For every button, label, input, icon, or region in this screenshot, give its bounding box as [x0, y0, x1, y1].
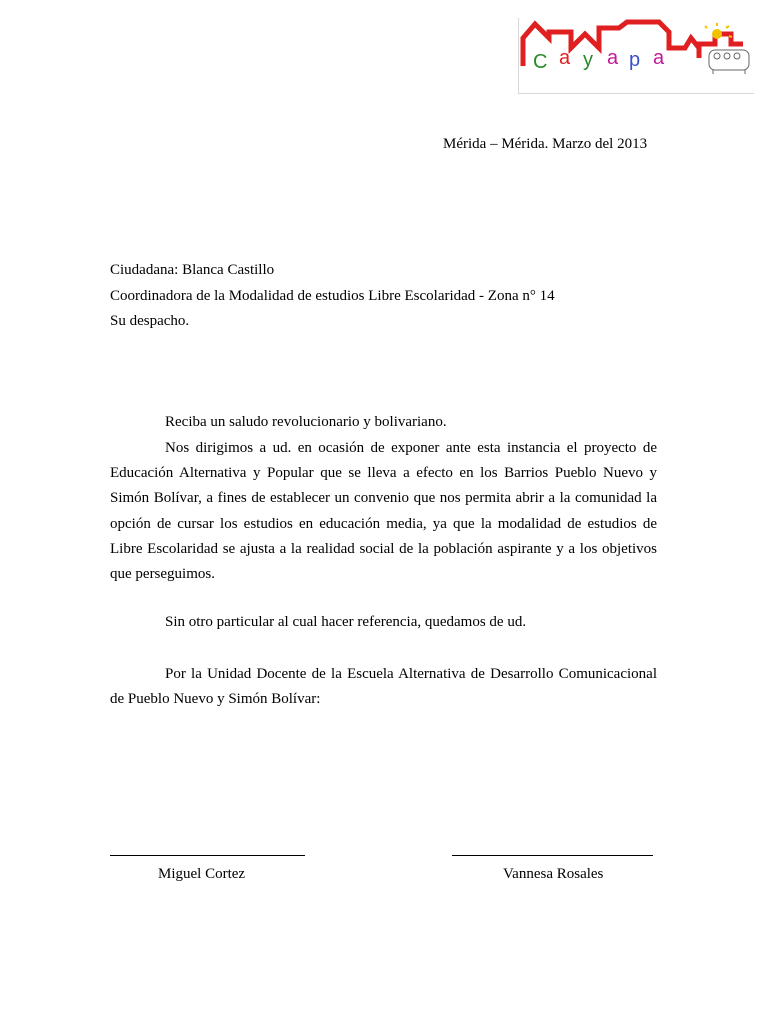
svg-text:y: y	[583, 49, 593, 71]
signatory-name-right: Vannesa Rosales	[503, 866, 604, 882]
addressee-name: Ciudadana: Blanca Castillo	[110, 262, 275, 278]
addressee-office: Su despacho.	[110, 313, 190, 329]
svg-text:a: a	[607, 47, 619, 69]
greeting: Reciba un saludo revolucionario y bolivariano.	[165, 414, 447, 430]
cayapa-logo-graphic	[519, 18, 754, 93]
unit-statement: Por la Unidad Docente de la Escuela Alternativa de Desarrollo Comunicacional de Pueblo Nuevo y Simón Bolívar:	[110, 666, 657, 708]
signature-line-right	[452, 855, 653, 856]
svg-text:C: C	[533, 51, 548, 73]
cayapa-logo	[518, 18, 754, 94]
closing-line: Sin otro particular al cual hacer referencia, quedamos de ud.	[165, 614, 527, 630]
signature-line-left	[110, 855, 305, 856]
letter-date: Mérida – Mérida. Marzo del 2013	[443, 136, 648, 152]
svg-text:p: p	[629, 49, 641, 71]
body-paragraph: Nos dirigimos a ud. en ocasión de exponer ante esta instancia el proyecto de Educación Alternativa y Popular que se lleva a efecto en los Barrios Pueblo Nuevo y Simón Bolívar, a fines de establecer un convenio que nos permita abrir a la comunidad la opción de cursar los estudios en educación media, ya que la modalidad de estudios de Libre Escolaridad se ajusta a la realidad social de la población aspirante y a los objetivos que perseguimos.	[110, 440, 657, 583]
svg-text:a: a	[653, 47, 665, 69]
signatory-name-left: Miguel Cortez	[158, 866, 246, 882]
people-illustration-icon	[709, 50, 749, 74]
house-roofline-right-icon	[699, 34, 743, 58]
sun-icon	[705, 23, 732, 39]
svg-text:a: a	[559, 47, 571, 69]
addressee-title: Coordinadora de la Modalidad de estudios Libre Escolaridad - Zona n° 14	[110, 288, 555, 304]
